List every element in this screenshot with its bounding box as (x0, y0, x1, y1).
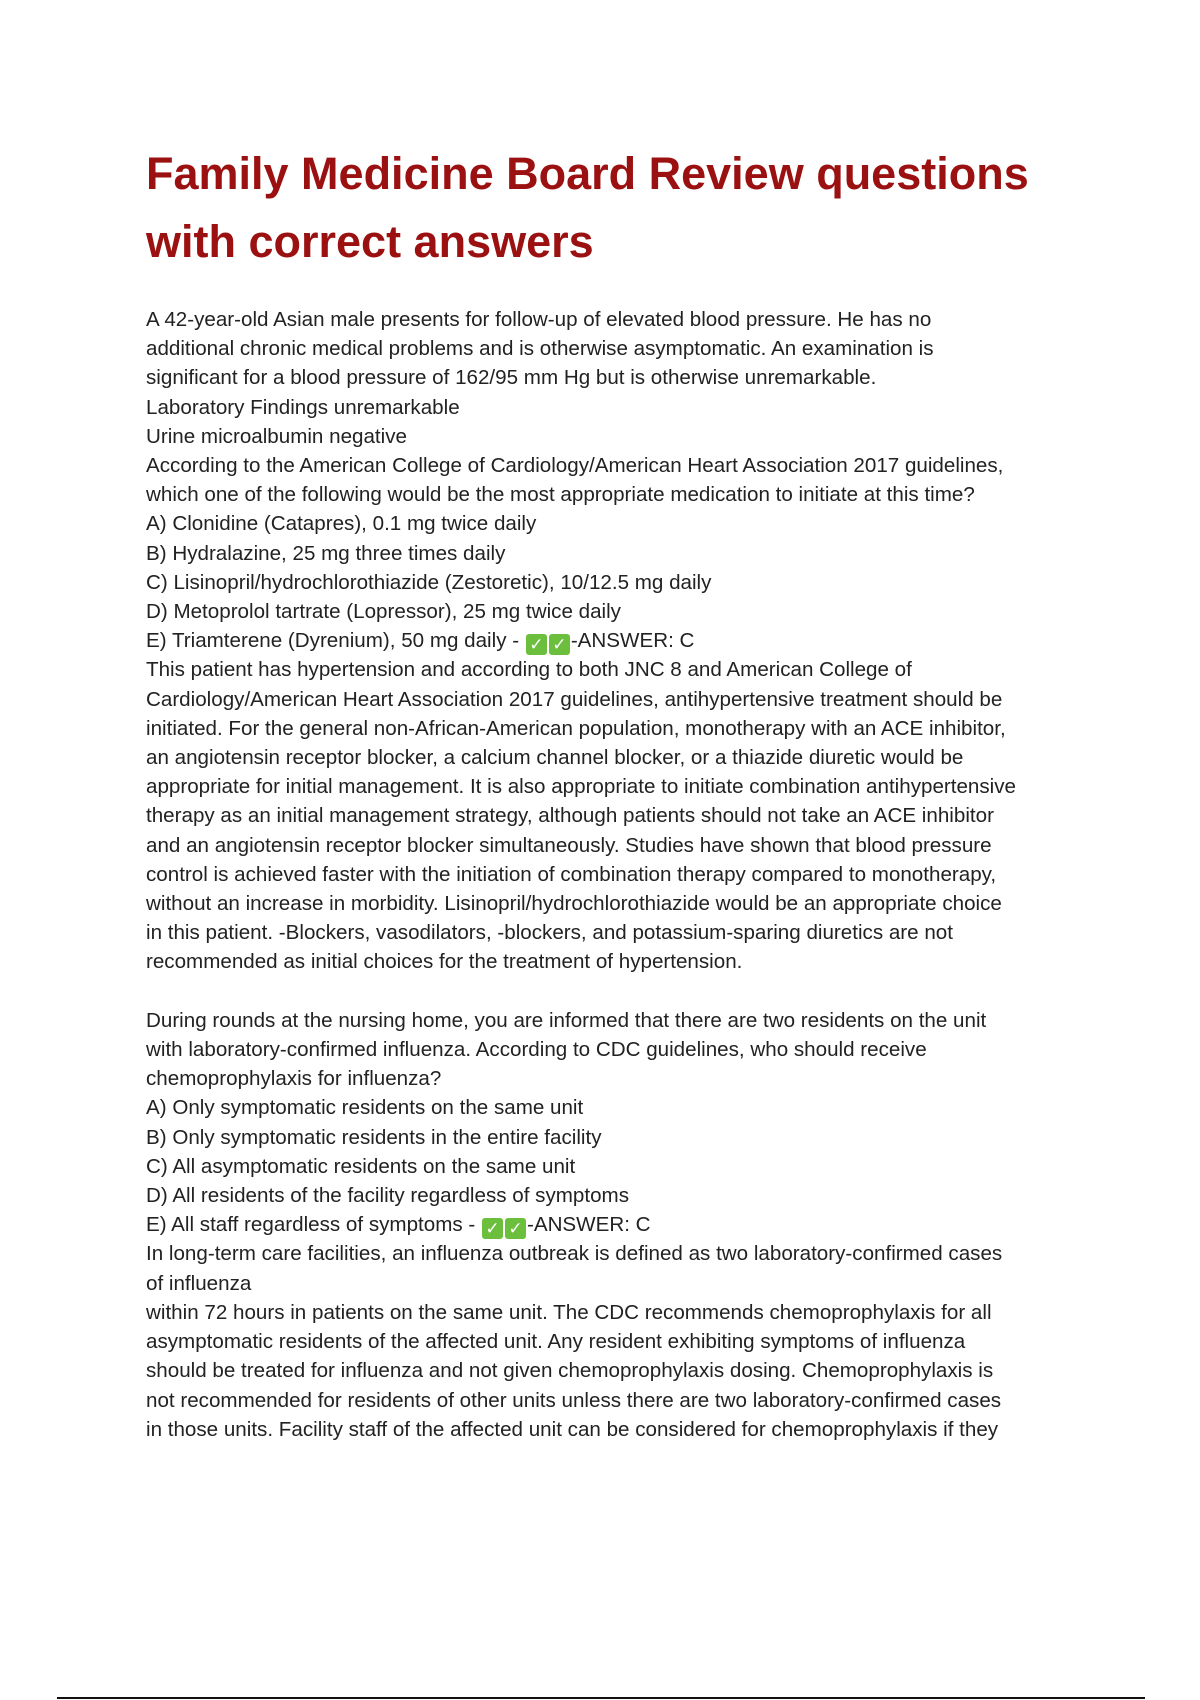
explanation-line: in this patient. -Blockers, vasodilators, -blockers, and potassium-sparing diuretics are not (146, 921, 953, 945)
explanation-line: without an increase in morbidity. Lisinopril/hydrochlorothiazide would be an appropriate choice (146, 892, 1002, 916)
question-text-line: During rounds at the nursing home, you are informed that there are two residents on the unit (146, 1008, 987, 1032)
answer-label: -ANSWER: C (570, 629, 695, 653)
question-text-line: A 42-year-old Asian male presents for follow-up of elevated blood pressure. He has no (146, 308, 932, 331)
answer-label: -ANSWER: C (526, 1213, 651, 1237)
explanation-line: of influenza (146, 1271, 252, 1295)
explanation-line: appropriate for initial management. It is also appropriate to initiate combination antihypertensive (146, 775, 1017, 799)
explanation-line: therapy as an initial management strategy, although patients should not take an ACE inhibitor (146, 804, 994, 828)
explanation-line: control is achieved faster with the initiation of combination therapy compared to monotherapy, (146, 862, 997, 886)
answer-option: B) Only symptomatic residents in the entire facility (146, 1125, 602, 1149)
explanation-line: asymptomatic residents of the affected unit. Any resident exhibiting symptoms of influenza (146, 1330, 966, 1354)
document-content (146, 305, 1086, 1444)
answer-option-with-key (146, 626, 1086, 655)
explanation-line: not recommended for residents of other units unless there are two laboratory-confirmed cases (146, 1388, 1002, 1412)
explanation-line: an angiotensin receptor blocker, a calcium channel blocker, or a thiazide diuretic would be (146, 746, 964, 770)
question-block (146, 305, 1086, 977)
explanation-line: initiated. For the general non-African-American population, monotherapy with an ACE inhibitor, (146, 716, 1006, 740)
page-bottom-rule (57, 1697, 1145, 1699)
question-block (146, 1006, 1086, 1444)
question-text-line: Laboratory Findings unremarkable (146, 395, 460, 419)
answer-option: B) Hydralazine, 25 mg three times daily (146, 541, 506, 565)
answer-option: C) All asymptomatic residents on the same unit (146, 1154, 576, 1178)
answer-option: C) Lisinopril/hydrochlorothiazide (Zestoretic), 10/12.5 mg daily (146, 570, 712, 594)
question-text-line: which one of the following would be the most appropriate medication to initiate at this time? (146, 483, 975, 507)
explanation-line: In long-term care facilities, an influenza outbreak is defined as two laboratory-confirmed cases (146, 1242, 1003, 1266)
check-icon: ✓ (526, 634, 547, 655)
check-icon: ✓ (505, 1218, 526, 1239)
page-title (146, 140, 1106, 276)
check-icon: ✓ (549, 634, 570, 655)
answer-option-text: E) Triamterene (Dyrenium), 50 mg daily - (146, 629, 520, 653)
answer-option: D) Metoprolol tartrate (Lopressor), 25 mg twice daily (146, 600, 621, 624)
question-text-line: Urine microalbumin negative (146, 424, 407, 448)
question-text-line: According to the American College of Cardiology/American Heart Association 2017 guidelines, (146, 454, 1004, 478)
question-text-line: with laboratory-confirmed influenza. According to CDC guidelines, who should receive (146, 1038, 927, 1062)
answer-check-icons (526, 634, 570, 655)
explanation-line: in those units. Facility staff of the affected unit can be considered for chemoprophylaxis if they (146, 1417, 999, 1441)
question-text-line: additional chronic medical problems and is otherwise asymptomatic. An examination is (146, 337, 934, 361)
question-text-line: significant for a blood pressure of 162/95 mm Hg but is otherwise unremarkable. (146, 366, 877, 390)
explanation-line: within 72 hours in patients on the same unit. The CDC recommends chemoprophylaxis for all (146, 1300, 992, 1324)
explanation-line: and an angiotensin receptor blocker simultaneously. Studies have shown that blood pressure (146, 833, 992, 857)
paragraph-spacer (146, 977, 1086, 1006)
title-line: Family Medicine Board Review questions (146, 148, 1029, 199)
answer-option: D) All residents of the facility regardless of symptoms (146, 1184, 629, 1208)
explanation-line: should be treated for influenza and not given chemoprophylaxis dosing. Chemoprophylaxis is (146, 1359, 994, 1383)
title-line: with correct answers (146, 216, 594, 267)
answer-check-icons (482, 1218, 526, 1239)
answer-option-text: E) All staff regardless of symptoms - (146, 1213, 476, 1237)
explanation-line: This patient has hypertension and according to both JNC 8 and American College of (146, 658, 912, 682)
answer-option: A) Clonidine (Catapres), 0.1 mg twice daily (146, 512, 537, 536)
answer-option-with-key (146, 1210, 1086, 1239)
question-text-line: chemoprophylaxis for influenza? (146, 1067, 442, 1091)
check-icon: ✓ (482, 1218, 503, 1239)
explanation-line: recommended as initial choices for the treatment of hypertension. (146, 950, 743, 974)
answer-option: A) Only symptomatic residents on the same unit (146, 1096, 584, 1120)
explanation-line: Cardiology/American Heart Association 2017 guidelines, antihypertensive treatment should be (146, 687, 1003, 711)
